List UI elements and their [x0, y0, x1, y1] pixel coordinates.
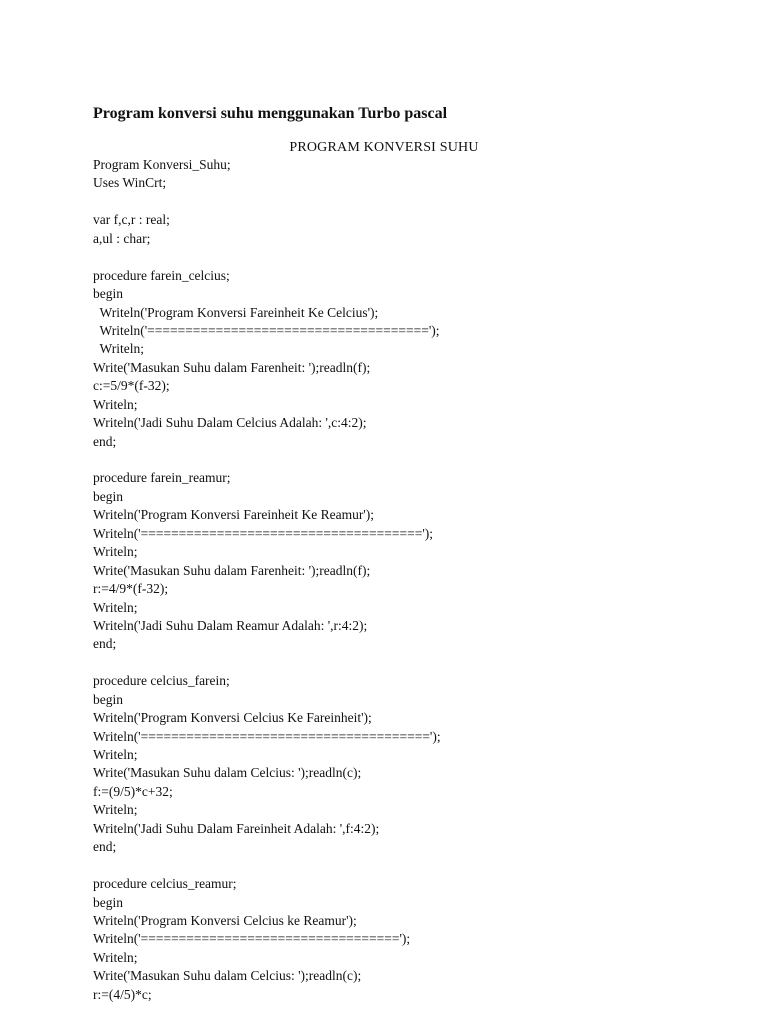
- code-line: Writeln;: [93, 949, 138, 965]
- code-line: Write('Masukan Suhu dalam Celcius: ');readln(c);: [93, 968, 362, 984]
- code-line: Write('Masukan Suhu dalam Celcius: ');readln(c);: [93, 765, 362, 781]
- code-line: [93, 248, 733, 266]
- code-line: end;: [93, 636, 117, 652]
- code-line: Writeln;: [93, 599, 138, 615]
- code-line: Writeln;: [93, 544, 138, 560]
- code-line: var f,c,r : real;: [93, 212, 170, 228]
- code-line: [93, 193, 733, 211]
- code-line: procedure farein_celcius;: [93, 267, 230, 283]
- code-line: begin: [93, 894, 123, 910]
- code-line: procedure farein_reamur;: [93, 470, 231, 486]
- code-block: [93, 156, 733, 1004]
- code-line: Write('Masukan Suhu dalam Farenheit: ');readln(f);: [93, 562, 371, 578]
- code-line: Writeln('=====================================');: [93, 322, 440, 338]
- code-line: Writeln('Program Konversi Fareinheit Ke Reamur');: [93, 507, 374, 523]
- code-line: Writeln;: [93, 802, 138, 818]
- code-line: Writeln('Program Konversi Celcius ke Reamur');: [93, 912, 357, 928]
- code-line: procedure celcius_reamur;: [93, 876, 237, 892]
- code-line: Writeln;: [93, 747, 138, 762]
- code-line: a,ul : char;: [93, 230, 151, 246]
- code-line: Program Konversi_Suhu;: [93, 157, 231, 172]
- code-line: Writeln('Jadi Suhu Dalam Fareinheit Adalah: ',f:4:2);: [93, 820, 380, 836]
- code-line: Writeln;: [93, 341, 144, 357]
- code-line: Write('Masukan Suhu dalam Farenheit: ');readln(f);: [93, 359, 371, 375]
- code-line: Uses WinCrt;: [93, 175, 167, 191]
- code-line: Writeln('Jadi Suhu Dalam Reamur Adalah: ',r:4:2);: [93, 617, 368, 633]
- code-line: Writeln('Jadi Suhu Dalam Celcius Adalah: ',c:4:2);: [93, 415, 367, 431]
- code-line: f:=(9/5)*c+32;: [93, 783, 173, 799]
- code-line: end;: [93, 433, 117, 449]
- code-line: [93, 857, 733, 875]
- code-line: r:=4/9*(f-32);: [93, 581, 169, 597]
- code-line: begin: [93, 488, 123, 504]
- code-line: Writeln('======================================');: [93, 728, 441, 744]
- code-line: Writeln;: [93, 396, 138, 412]
- code-line: procedure celcius_farein;: [93, 673, 230, 689]
- document-title: Program konversi suhu menggunakan Turbo pascal: [93, 105, 448, 122]
- code-line: Writeln('=====================================');: [93, 525, 433, 541]
- document-subtitle: PROGRAM KONVERSI SUHU: [289, 140, 479, 155]
- code-line: Writeln('Program Konversi Fareinheit Ke Celcius');: [93, 304, 379, 320]
- code-line: r:=(4/5)*c;: [93, 986, 152, 1002]
- code-line: [93, 654, 733, 672]
- code-line: begin: [93, 691, 123, 707]
- code-line: Writeln('Program Konversi Celcius Ke Fareinheit');: [93, 710, 372, 726]
- code-line: begin: [93, 286, 123, 302]
- code-line: c:=5/9*(f-32);: [93, 378, 170, 394]
- code-line: end;: [93, 839, 117, 855]
- code-line: Writeln('==================================');: [93, 931, 411, 947]
- code-line: [93, 451, 733, 469]
